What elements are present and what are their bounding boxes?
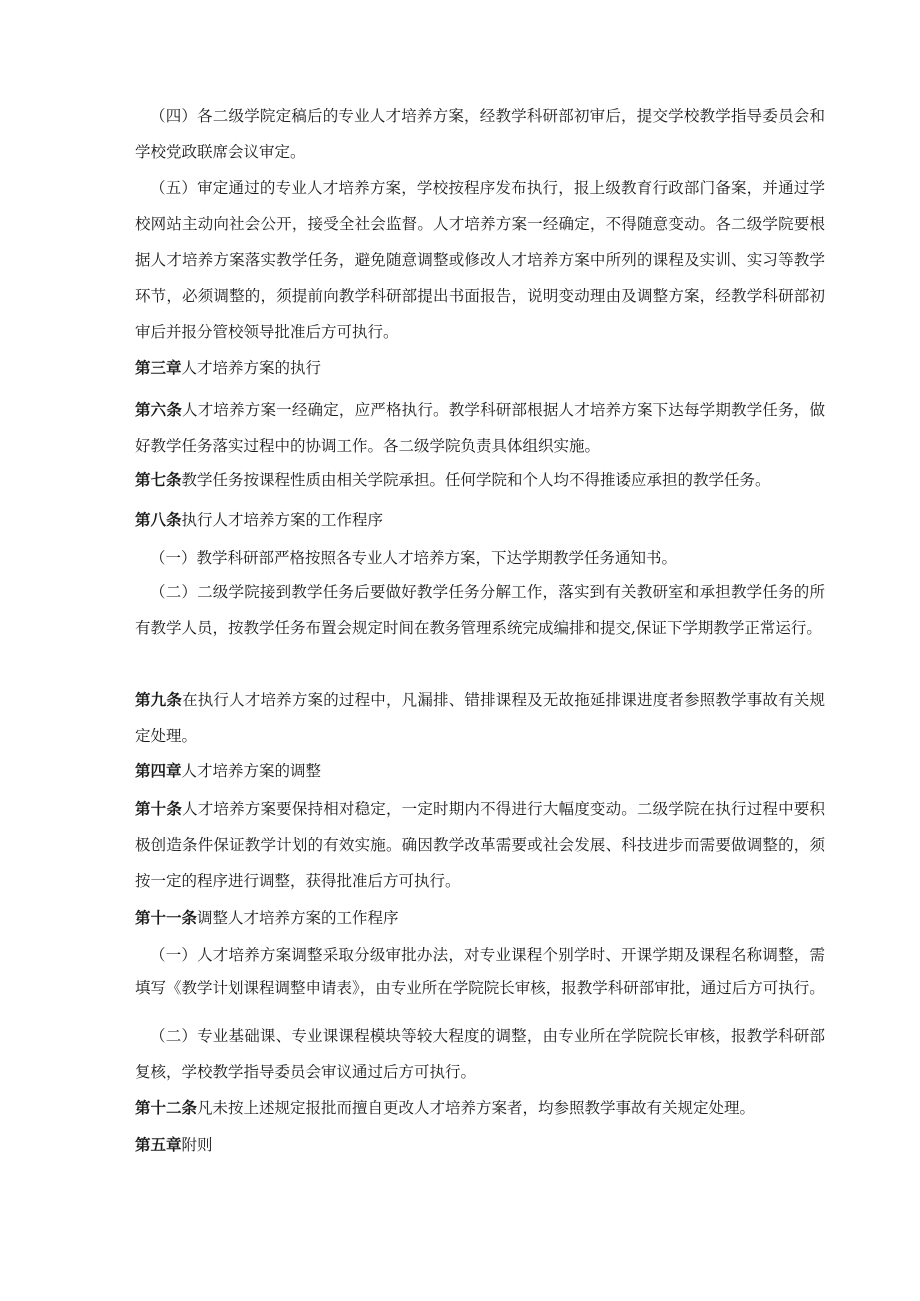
article-label: 第七条 xyxy=(135,470,182,489)
article-label: 第九条 xyxy=(135,690,183,709)
article-7: 第七条教学任务按课程性质由相关学院承担。任何学院和个人均不得推诿应承担的教学任务。 xyxy=(135,470,771,489)
article-9: 第九条在执行人才培养方案的过程中，凡漏排、错排课程及无故拖延排课进度者参照教学事故有关规定处理。 xyxy=(135,690,825,745)
paragraph-publish-process: （五）审定通过的专业人才培养方案，学校按程序发布执行，报上级教育行政部门备案，并通过学校网站主动向社会公开，接受全社会监督。人才培养方案一经确定，不得随意变动。各二级学院要根据人才培养方案落实教学任务，避免随意调整或修改人才培养方案中所列的课程及实训、实习等教学环节，必须调整的，须提前向教学科研部提出书面报告，说明变动理由及调整方案，经教学科研部初审后并报分管校领导批准后方可执行。 xyxy=(135,179,825,341)
chapter-label: 第四章 xyxy=(135,761,182,780)
paragraph-review-process: （四）各二级学院定稿后的专业人才培养方案，经教学科研部初审后，提交学校教学指导委员会和学校党政联席会议审定。 xyxy=(135,107,825,161)
article-11-item-1: （一）人才培养方案调整采取分级审批办法，对专业课程个别学时、开课学期及课程名称调整，需填写《教学计划课程调整申请表》，由专业所在学院院长审核，报教学科研部审批，通过后方可执行。 xyxy=(135,946,825,997)
chapter-5-heading: 第五章附则 xyxy=(135,1135,213,1154)
chapter-4-heading: 第四章人才培养方案的调整 xyxy=(135,761,322,780)
article-label: 第十二条 xyxy=(135,1098,198,1117)
article-10: 第十条人才培养方案要保持相对稳定，一定时期内不得进行大幅度变动。二级学院在执行过程中要积极创造条件保证教学计划的有效实施。确因教学改革需要或社会发展、科技进步而需要做调整的，须按一定的程序进行调整，获得批准后方可执行。 xyxy=(135,799,825,890)
chapter-label: 第三章 xyxy=(135,358,182,377)
article-label: 第六条 xyxy=(135,400,183,419)
article-8-item-2: （二）二级学院接到教学任务后要做好教学任务分解工作，落实到有关教研室和承担教学任务的所有教学人员，按教学任务布置会规定时间在教务管理系统完成编排和提交,保证下学期教学正常运行。 xyxy=(135,583,825,637)
article-8: 第八条执行人才培养方案的工作程序 xyxy=(135,510,384,529)
article-label: 第十一条 xyxy=(135,908,198,927)
article-11: 第十一条调整人才培养方案的工作程序 xyxy=(135,908,399,927)
article-6: 第六条人才培养方案一经确定，应严格执行。教学科研部根据人才培养方案下达每学期教学任务，做好教学任务落实过程中的协调工作。各二级学院负责具体组织实施。 xyxy=(135,400,825,455)
article-8-item-1: （一）教学科研部严格按照各专业人才培养方案，下达学期教学任务通知书。 xyxy=(150,549,678,567)
article-12: 第十二条凡未按上述规定报批而擅自更改人才培养方案者，均参照教学事故有关规定处理。 xyxy=(135,1098,756,1117)
article-label: 第十条 xyxy=(135,799,183,818)
article-label: 第八条 xyxy=(135,510,182,529)
article-11-item-2: （二）专业基础课、专业课课程模块等较大程度的调整，由专业所在学院院长审核，报教学科研部复核，学校教学指导委员会审议通过后方可执行。 xyxy=(135,1027,825,1081)
chapter-label: 第五章 xyxy=(135,1135,182,1154)
chapter-3-heading: 第三章人才培养方案的执行 xyxy=(135,358,322,377)
